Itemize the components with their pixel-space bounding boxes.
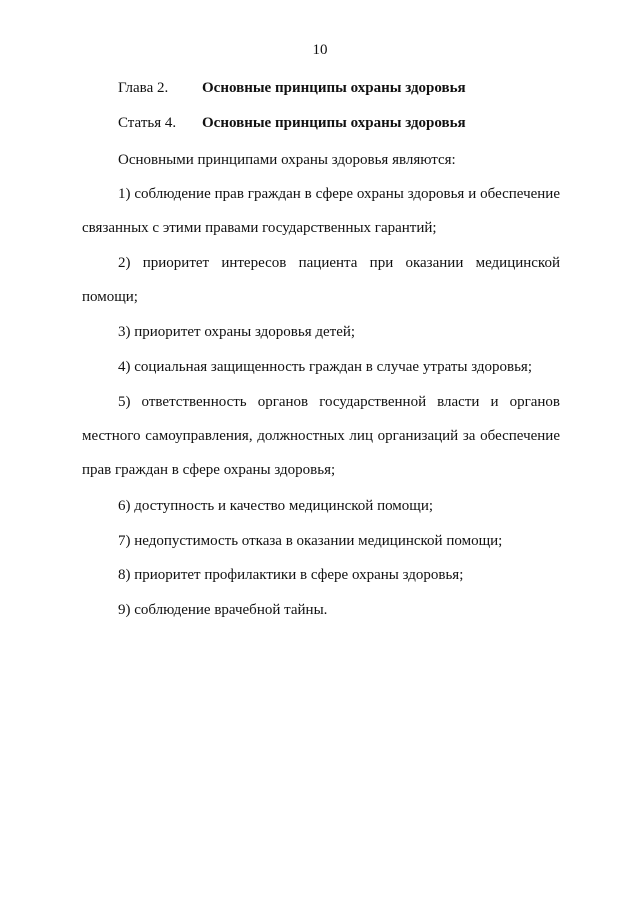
article-heading (118, 115, 466, 132)
article-title: Основные принципы охраны здоровья (202, 115, 466, 131)
principle-item-7: 7) недопустимость отказа в оказании медицинской помощи; (118, 533, 503, 549)
principle-item-5: 5) ответственность органов государственной власти и органов местного самоуправления, должностных лиц организаций за обеспечение прав граждан в сфере охраны здоровья; (82, 394, 560, 478)
principle-item-1: 1) соблюдение прав граждан в сфере охраны здоровья и обеспечение связанных с этими правами государственных гарантий; (82, 186, 560, 236)
principle-item-3: 3) приоритет охраны здоровья детей; (118, 324, 356, 340)
principle-item-6: 6) доступность и качество медицинской помощи; (118, 498, 434, 514)
chapter-title: Основные принципы охраны здоровья (202, 80, 466, 96)
chapter-heading (118, 80, 466, 97)
page-number: 10 (312, 42, 328, 58)
chapter-label: Глава 2. (118, 80, 169, 96)
principle-item-9: 9) соблюдение врачебной тайны. (118, 602, 328, 618)
article-label: Статья 4. (118, 115, 177, 131)
intro-paragraph: Основными принципами охраны здоровья являются: (118, 152, 456, 168)
principle-item-4: 4) социальная защищенность граждан в случае утраты здоровья; (118, 359, 533, 375)
principle-item-8: 8) приоритет профилактики в сфере охраны здоровья; (118, 567, 464, 583)
principle-item-2: 2) приоритет интересов пациента при оказании медицинской помощи; (82, 255, 560, 305)
